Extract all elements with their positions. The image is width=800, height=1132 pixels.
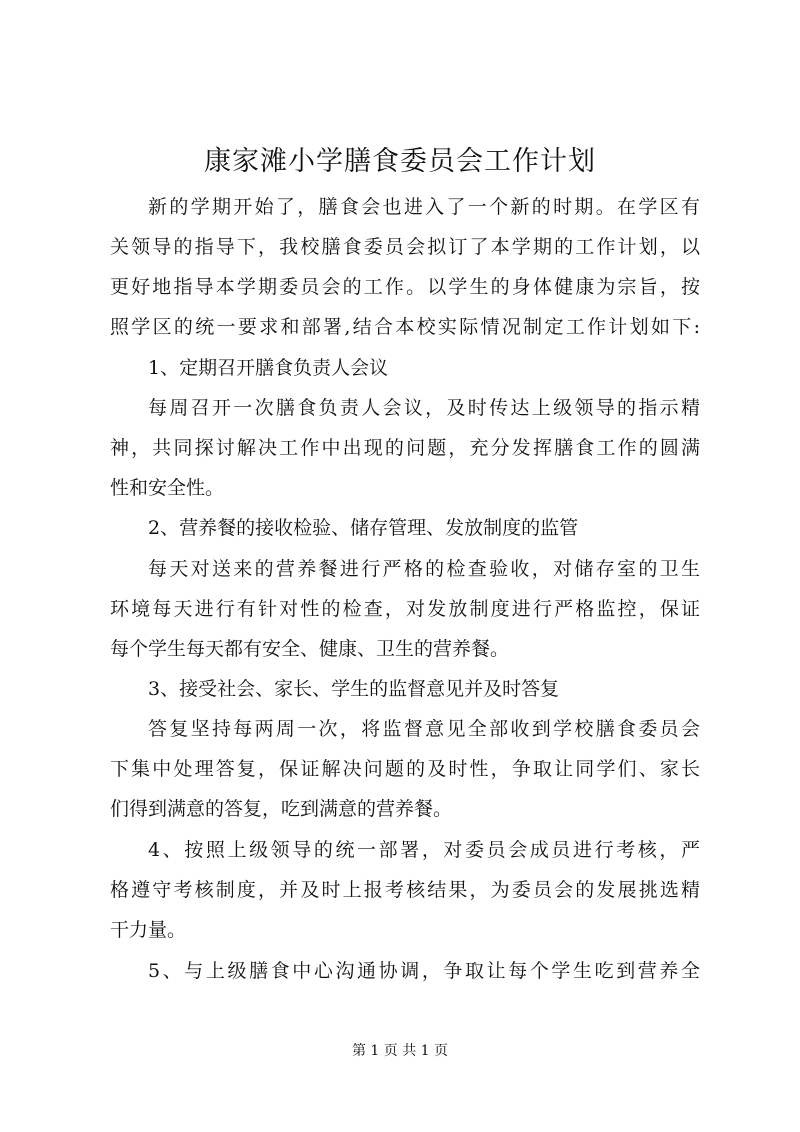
paragraph-line: 关领导的指导下，我校膳食委员会拟订了本学期的工作计划，以 xyxy=(110,236,700,258)
section-heading: 2、营养餐的接收检验、储存管理、发放制度的监管 xyxy=(148,517,579,539)
paragraph-line: 下集中处理答复，保证解决问题的及时性，争取让同学们、家长 xyxy=(110,758,700,780)
section-heading: 5、与上级膳食中心沟通协调，争取让每个学生吃到营养全 xyxy=(148,960,700,982)
paragraph-line: 更好地指导本学期委员会的工作。以学生的身体健康为宗旨，按 xyxy=(110,276,700,298)
paragraph-line: 照学区的统一要求和部署,结合本校实际情况制定工作计划如下: xyxy=(110,316,700,338)
paragraph-line: 性和安全性。 xyxy=(110,477,225,499)
paragraph-line: 答复坚持每两周一次，将监督意见全部收到学校膳食委员会 xyxy=(148,718,700,740)
paragraph-line: 新的学期开始了，膳食会也进入了一个新的时期。在学区有 xyxy=(148,196,700,218)
document-title: 康家滩小学膳食委员会工作计划 xyxy=(204,146,596,177)
paragraph-line: 干力量。 xyxy=(110,919,187,941)
paragraph-line: 神，共同探讨解决工作中出现的问题，充分发挥膳食工作的圆满 xyxy=(110,437,700,459)
paragraph-line: 每天对送来的营养餐进行严格的检查验收，对储存室的卫生 xyxy=(148,558,700,580)
section-heading: 1、定期召开膳食负责人会议 xyxy=(148,357,389,379)
page-footer: 第 1 页 共 1 页 xyxy=(351,1043,449,1059)
paragraph-line: 每周召开一次膳食负责人会议，及时传达上级领导的指示精 xyxy=(148,397,700,419)
paragraph-line: 每个学生每天都有安全、健康、卫生的营养餐。 xyxy=(110,638,510,660)
paragraph-line: 格遵守考核制度，并及时上报考核结果，为委员会的发展挑选精 xyxy=(110,879,700,901)
paragraph-line: 们得到满意的答复，吃到满意的营养餐。 xyxy=(110,798,453,820)
section-heading: 4、按照上级领导的统一部署，对委员会成员进行考核，严 xyxy=(148,839,700,861)
section-heading: 3、接受社会、家长、学生的监督意见并及时答复 xyxy=(148,678,560,700)
paragraph-line: 环境每天进行有针对性的检查，对发放制度进行严格监控，保证 xyxy=(110,598,700,620)
